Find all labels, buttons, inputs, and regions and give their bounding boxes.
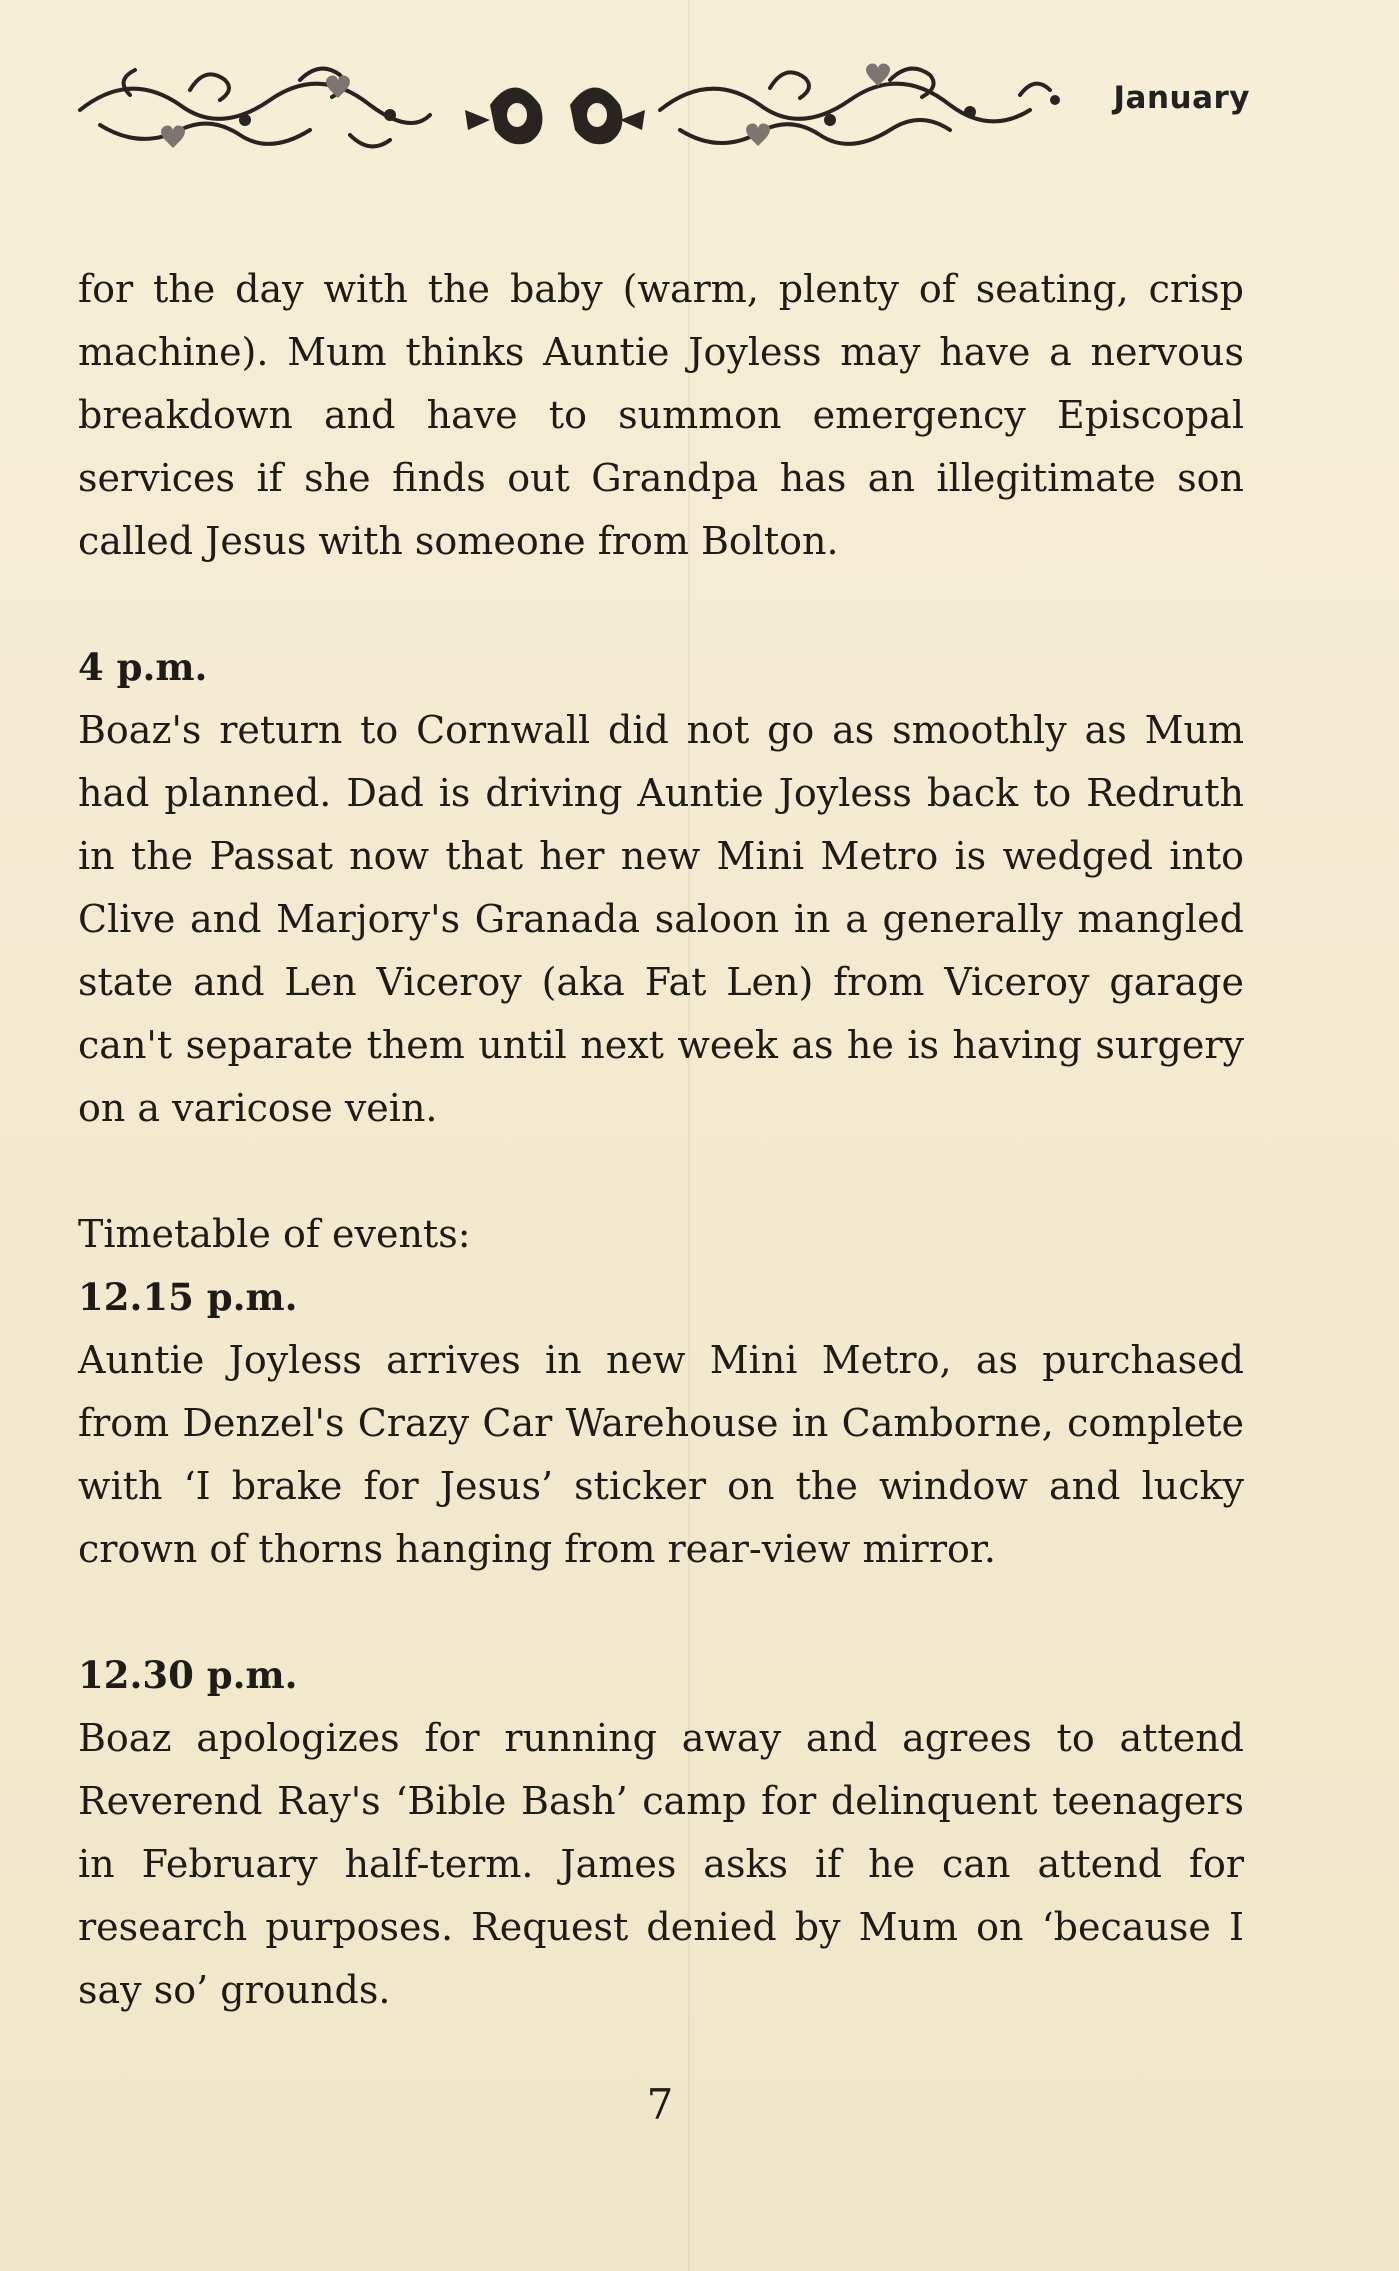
floral-scroll-ornament-icon [70, 50, 1070, 170]
body-text [78, 258, 1244, 2022]
running-head: January [1113, 80, 1250, 116]
time-heading: 12.30 p.m. [78, 1653, 298, 1697]
page-header [70, 40, 1260, 180]
time-heading: 4 p.m. [78, 645, 208, 689]
paragraph: for the day with the baby (warm, plenty of seating, crisp machine). Mum thinks Auntie Joyless may have a nervous breakdown and have to summon emergency Episcopal services if she finds out Grandpa has an illegitimate son called Jesus with someone from Bolton. [78, 267, 1244, 563]
paragraph: Boaz's return to Cornwall did not go as smoothly as Mum had planned. Dad is driving Auntie Joyless back to Redruth in the Passat now that her new Mini Metro is wedged into Clive and Marjory's Granada saloon in a generally mangled state and Len Viceroy (aka Fat Len) from Viceroy garage can't separate them until next week as he is having surgery on a varicose vein. [78, 708, 1244, 1130]
paragraph: Boaz apologizes for running away and agrees to attend Reverend Ray's ‘Bible Bash’ camp for delinquent teenagers in February half-term. James asks if he can attend for research purposes. Request denied by Mum on ‘because I say so’ grounds. [78, 1716, 1244, 2012]
paragraph: Timetable of events: [78, 1212, 471, 1256]
paragraph: Auntie Joyless arrives in new Mini Metro, as purchased from Denzel's Crazy Car Warehouse in Camborne, complete with ‘I brake for Jesus’ sticker on the window and lucky crown of thorns hanging from rear-view mirror. [78, 1338, 1244, 1571]
page-number: 7 [646, 2080, 674, 2129]
time-heading: 12.15 p.m. [78, 1275, 298, 1319]
